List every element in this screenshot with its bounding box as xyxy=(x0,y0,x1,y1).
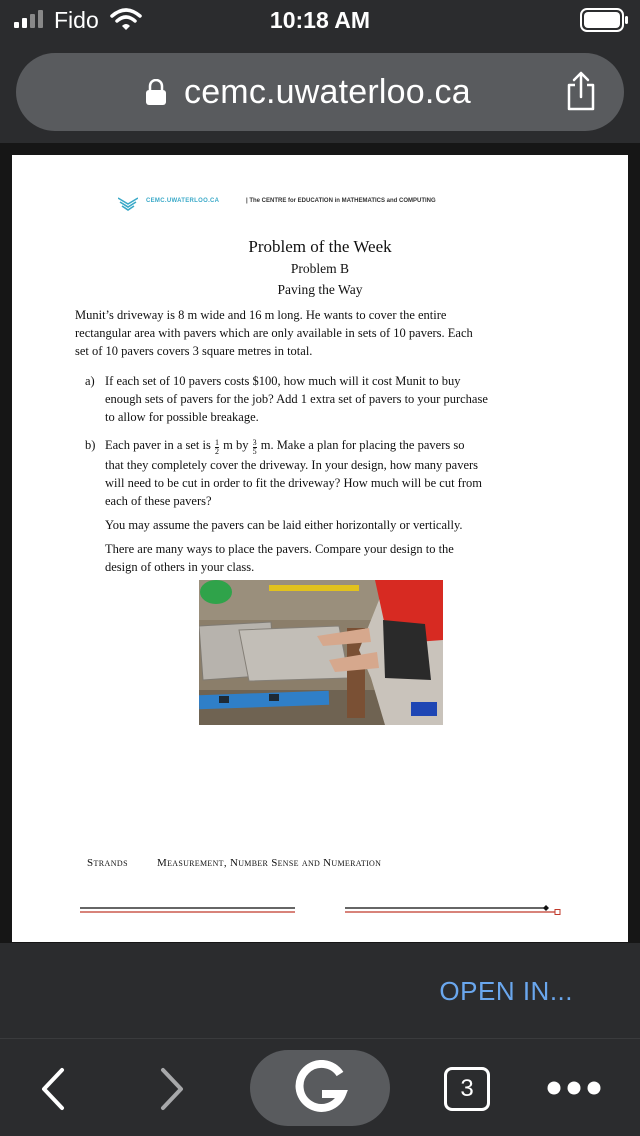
fraction-one-half xyxy=(215,439,219,456)
problem-name: Paving the Way xyxy=(277,282,363,297)
part-b xyxy=(85,436,570,576)
intro-line: set of 10 pavers covers 3 square metres in total. xyxy=(75,344,313,358)
bottom-toolbar xyxy=(0,1040,640,1136)
intro-line: rectangular area with pavers which are only available in sets of 10 pavers. Each xyxy=(75,326,473,340)
strands-value: Measurement, Number Sense and Numeration xyxy=(157,857,382,869)
part-a-line: If each set of 10 pavers costs $100, how much will it cost Munit to buy xyxy=(105,374,461,388)
part-b-line: that they completely cover the driveway. In your design, how many pavers xyxy=(105,458,479,472)
part-b-line1-mid: m by xyxy=(223,438,249,452)
back-icon[interactable] xyxy=(36,1066,70,1112)
address-bar[interactable] xyxy=(16,53,624,131)
part-b-note-2-line: There are many ways to place the pavers. Compare your design to the xyxy=(105,542,454,556)
cemc-logo-icon xyxy=(118,195,138,211)
share-icon[interactable] xyxy=(561,71,601,111)
fraction-numerator: 1 xyxy=(214,438,219,447)
google-search-button[interactable] xyxy=(250,1050,390,1126)
intro-line: Munit’s driveway is 8 m wide and 16 m long. He wants to cover the entire xyxy=(75,308,447,322)
fraction-three-fifths xyxy=(253,439,257,456)
intro-paragraph xyxy=(75,306,565,360)
footer-rule xyxy=(80,900,570,920)
lock-icon xyxy=(146,79,166,105)
header-centre: | The CENTRE for EDUCATION in MATHEMATICS and COMPUTING xyxy=(246,198,436,204)
strands-label: Strands xyxy=(87,857,128,869)
part-a-marker: a) xyxy=(85,374,95,388)
battery-icon xyxy=(580,8,630,32)
fraction-denominator: 2 xyxy=(214,447,219,456)
part-a-line: to allow for possible breakage. xyxy=(105,410,259,424)
part-b-line xyxy=(105,436,567,456)
open-in-bar xyxy=(0,943,640,1039)
header-site: CEMC.UWATERLOO.CA xyxy=(146,198,220,204)
forward-icon[interactable] xyxy=(155,1066,189,1112)
pdf-page xyxy=(12,155,628,942)
more-icon[interactable] xyxy=(546,1080,602,1096)
part-a-line: enough sets of pavers for the job? Add 1 extra set of pavers to your purchase xyxy=(105,392,488,406)
tabs-icon[interactable]: 3 xyxy=(444,1067,490,1111)
part-a xyxy=(85,372,570,432)
part-b-line1-start: Each paver in a set is xyxy=(105,438,211,452)
part-b-note-2-line: design of others in your class. xyxy=(105,560,255,574)
paving-photo xyxy=(199,580,443,725)
url-text[interactable]: cemc.uwaterloo.ca xyxy=(184,73,471,111)
part-b-line1-end: m. Make a plan for placing the pavers so xyxy=(260,438,465,452)
part-b-line: will need to be cut in order to fit the driveway? How much will be cut from xyxy=(105,476,482,490)
carrier-name: Fido xyxy=(54,7,99,33)
status-time: 10:18 AM xyxy=(269,7,371,33)
google-icon xyxy=(294,1060,348,1116)
document-header xyxy=(118,195,538,211)
part-b-note-1: You may assume the pavers can be laid either horizontally or vertically. xyxy=(105,518,463,532)
document-viewer[interactable] xyxy=(0,143,640,943)
status-bar xyxy=(0,0,640,42)
page-subtitle: Problem B xyxy=(290,261,350,276)
fraction-numerator: 3 xyxy=(252,438,257,447)
part-b-line: each of these pavers? xyxy=(105,494,212,508)
part-b-marker: b) xyxy=(85,438,96,452)
fraction-denominator: 5 xyxy=(252,447,257,456)
page-title: Problem of the Week xyxy=(248,237,392,256)
open-in-button[interactable]: OPEN IN... xyxy=(439,976,573,1006)
